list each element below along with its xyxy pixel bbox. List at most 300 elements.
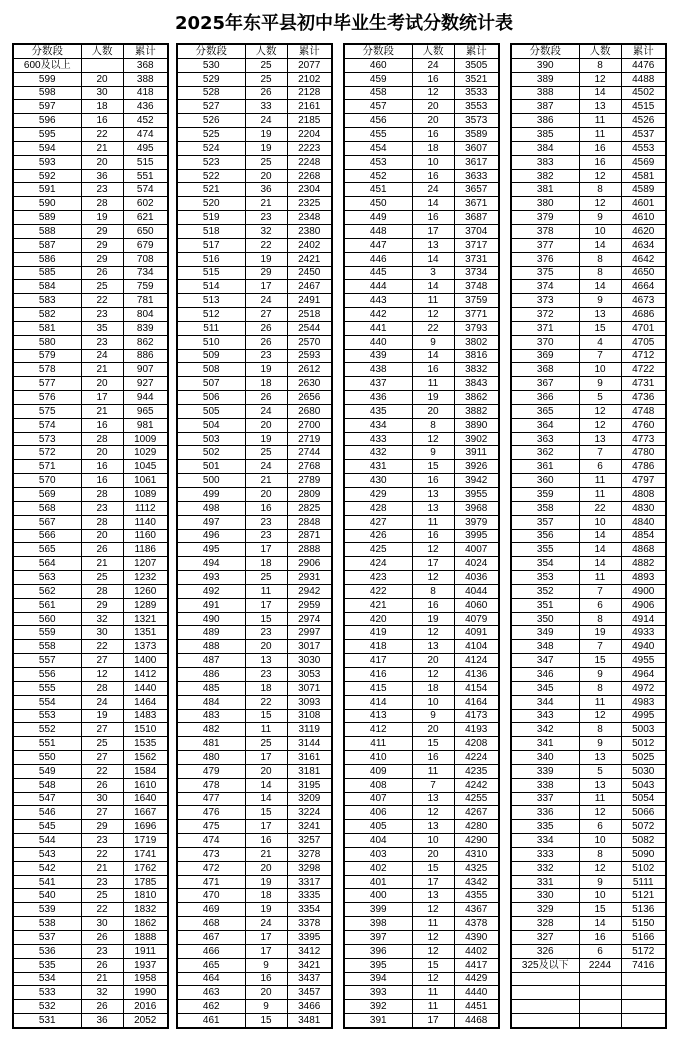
count-cell: 7 — [579, 584, 621, 598]
score-cell: 421 — [344, 598, 412, 612]
cumulative-cell: 5054 — [621, 792, 666, 806]
table-row — [344, 308, 499, 322]
score-cell: 598 — [13, 86, 81, 100]
score-cell: 380 — [511, 197, 579, 211]
score-cell: 399 — [344, 903, 412, 917]
count-cell: 20 — [81, 72, 123, 86]
cumulative-cell: 5136 — [621, 903, 666, 917]
cumulative-cell: 418 — [123, 86, 168, 100]
score-cell: 575 — [13, 404, 81, 418]
table-row — [177, 474, 332, 488]
table-row — [344, 335, 499, 349]
count-cell: 19 — [245, 875, 287, 889]
count-cell: 23 — [245, 667, 287, 681]
score-cell: 411 — [344, 737, 412, 751]
score-cell: 490 — [177, 612, 245, 626]
count-cell: 33 — [245, 100, 287, 114]
cumulative-cell: 1785 — [123, 875, 168, 889]
cumulative-cell: 4830 — [621, 501, 666, 515]
score-cell: 510 — [177, 335, 245, 349]
cumulative-cell: 4488 — [621, 72, 666, 86]
score-cell: 439 — [344, 349, 412, 363]
count-cell: 20 — [81, 446, 123, 460]
count-cell: 17 — [412, 557, 454, 571]
table-row — [511, 889, 666, 903]
score-cell — [511, 972, 579, 986]
score-cell: 363 — [511, 432, 579, 446]
table-row — [177, 418, 332, 432]
table-row — [177, 128, 332, 142]
cumulative-cell: 4007 — [454, 543, 499, 557]
count-cell: 13 — [245, 654, 287, 668]
table-row — [511, 529, 666, 543]
table-row — [13, 584, 168, 598]
table-row — [177, 308, 332, 322]
table-row — [177, 695, 332, 709]
cumulative-cell: 1911 — [123, 944, 168, 958]
table-row — [344, 695, 499, 709]
cumulative-cell: 2656 — [287, 391, 332, 405]
score-cell: 546 — [13, 806, 81, 820]
count-cell: 25 — [245, 446, 287, 460]
count-cell: 20 — [245, 418, 287, 432]
table-row — [511, 128, 666, 142]
count-cell: 14 — [579, 86, 621, 100]
count-cell: 22 — [245, 238, 287, 252]
table-row — [13, 695, 168, 709]
count-cell: 17 — [245, 598, 287, 612]
count-cell: 10 — [579, 363, 621, 377]
table-row — [177, 709, 332, 723]
cumulative-cell: 4036 — [454, 571, 499, 585]
table-row — [344, 944, 499, 958]
cumulative-cell: 1832 — [123, 903, 168, 917]
cumulative-cell: 1535 — [123, 737, 168, 751]
cumulative-cell: 4808 — [621, 488, 666, 502]
header-cumulative: 累计 — [454, 44, 499, 58]
count-cell: 14 — [245, 792, 287, 806]
score-cell: 531 — [13, 1014, 81, 1028]
header-count: 人数 — [412, 44, 454, 58]
table-row — [13, 972, 168, 986]
table-row — [13, 432, 168, 446]
cumulative-cell: 1045 — [123, 460, 168, 474]
table-row — [344, 598, 499, 612]
cumulative-cell: 2959 — [287, 598, 332, 612]
score-cell: 500 — [177, 474, 245, 488]
score-cell: 444 — [344, 280, 412, 294]
score-cell: 401 — [344, 875, 412, 889]
count-cell: 17 — [245, 931, 287, 945]
cumulative-cell: 2185 — [287, 114, 332, 128]
score-cell: 373 — [511, 294, 579, 308]
count-cell: 11 — [579, 792, 621, 806]
cumulative-cell: 5166 — [621, 931, 666, 945]
cumulative-cell: 3902 — [454, 432, 499, 446]
score-cell: 497 — [177, 515, 245, 529]
score-cell: 394 — [344, 972, 412, 986]
count-cell: 26 — [81, 931, 123, 945]
score-cell: 592 — [13, 169, 81, 183]
cumulative-cell: 4173 — [454, 709, 499, 723]
score-cell: 593 — [13, 155, 81, 169]
cumulative-cell: 1562 — [123, 751, 168, 765]
cumulative-cell: 2630 — [287, 377, 332, 391]
cumulative-cell: 2325 — [287, 197, 332, 211]
table-row — [13, 764, 168, 778]
count-cell: 15 — [579, 654, 621, 668]
table-row — [344, 640, 499, 654]
cumulative-cell: 4224 — [454, 751, 499, 765]
table-row — [177, 931, 332, 945]
cumulative-cell: 708 — [123, 252, 168, 266]
cumulative-cell: 4650 — [621, 266, 666, 280]
table-row — [13, 875, 168, 889]
count-cell: 19 — [81, 709, 123, 723]
score-cell: 329 — [511, 903, 579, 917]
count-cell: 23 — [81, 183, 123, 197]
cumulative-cell: 3759 — [454, 294, 499, 308]
cumulative-cell: 4553 — [621, 141, 666, 155]
table-row — [177, 778, 332, 792]
table-row — [177, 141, 332, 155]
score-cell: 393 — [344, 986, 412, 1000]
score-cell: 390 — [511, 58, 579, 72]
cumulative-cell: 4736 — [621, 391, 666, 405]
cumulative-cell: 3731 — [454, 252, 499, 266]
score-cell: 342 — [511, 723, 579, 737]
count-cell: 19 — [412, 391, 454, 405]
score-cell: 386 — [511, 114, 579, 128]
count-cell: 19 — [81, 211, 123, 225]
table-row — [344, 155, 499, 169]
table-row — [511, 418, 666, 432]
cumulative-cell: 2700 — [287, 418, 332, 432]
score-cell: 348 — [511, 640, 579, 654]
score-cell: 561 — [13, 598, 81, 612]
count-cell: 29 — [81, 252, 123, 266]
count-cell: 7 — [412, 778, 454, 792]
score-cell: 599 — [13, 72, 81, 86]
table-row — [511, 197, 666, 211]
cumulative-cell: 1260 — [123, 584, 168, 598]
table-row — [177, 543, 332, 557]
cumulative-cell: 2102 — [287, 72, 332, 86]
table-row — [344, 252, 499, 266]
count-cell: 13 — [579, 308, 621, 322]
table-row — [344, 72, 499, 86]
cumulative-cell: 3030 — [287, 654, 332, 668]
count-cell: 11 — [579, 571, 621, 585]
score-cell: 470 — [177, 889, 245, 903]
table-row — [344, 626, 499, 640]
score-cell: 416 — [344, 667, 412, 681]
table-row — [13, 944, 168, 958]
table-row — [177, 626, 332, 640]
cumulative-cell: 4429 — [454, 972, 499, 986]
cumulative-cell: 4079 — [454, 612, 499, 626]
table-row — [177, 169, 332, 183]
cumulative-cell: 3816 — [454, 349, 499, 363]
score-cell: 534 — [13, 972, 81, 986]
table-row — [177, 529, 332, 543]
score-cell: 404 — [344, 834, 412, 848]
score-cell: 369 — [511, 349, 579, 363]
cumulative-cell: 4378 — [454, 917, 499, 931]
cumulative-cell: 4537 — [621, 128, 666, 142]
count-cell: 15 — [245, 709, 287, 723]
count-cell: 29 — [81, 820, 123, 834]
score-cell: 406 — [344, 806, 412, 820]
table-row — [13, 1000, 168, 1014]
count-cell: 13 — [412, 238, 454, 252]
cumulative-cell: 3119 — [287, 723, 332, 737]
table-row — [344, 501, 499, 515]
score-cell: 548 — [13, 778, 81, 792]
table-row — [177, 252, 332, 266]
score-cell: 572 — [13, 446, 81, 460]
header-cumulative: 累计 — [287, 44, 332, 58]
score-cell: 442 — [344, 308, 412, 322]
score-cell: 333 — [511, 847, 579, 861]
page-title: 2025年东平县初中毕业生考试分数统计表 — [174, 13, 514, 34]
table-row — [177, 889, 332, 903]
table-row — [177, 377, 332, 391]
count-cell: 16 — [412, 529, 454, 543]
score-cell: 419 — [344, 626, 412, 640]
table-row — [13, 737, 168, 751]
cumulative-cell: 1937 — [123, 958, 168, 972]
score-cell: 514 — [177, 280, 245, 294]
table-row — [177, 335, 332, 349]
table-row — [511, 820, 666, 834]
cumulative-cell: 3862 — [454, 391, 499, 405]
count-cell: 30 — [81, 792, 123, 806]
count-cell: 26 — [245, 86, 287, 100]
table-row — [13, 86, 168, 100]
count-cell: 9 — [579, 737, 621, 751]
score-cell: 450 — [344, 197, 412, 211]
cumulative-cell: 4854 — [621, 529, 666, 543]
table-row — [177, 72, 332, 86]
table-row — [177, 571, 332, 585]
cumulative-cell: 4705 — [621, 335, 666, 349]
score-cell: 372 — [511, 308, 579, 322]
count-cell: 11 — [579, 474, 621, 488]
cumulative-cell: 1207 — [123, 557, 168, 571]
count-cell: 28 — [81, 584, 123, 598]
table-row — [177, 501, 332, 515]
cumulative-cell: 804 — [123, 308, 168, 322]
table-row — [511, 792, 666, 806]
count-cell: 30 — [81, 86, 123, 100]
score-cell: 520 — [177, 197, 245, 211]
score-cell — [511, 986, 579, 1000]
table-row — [511, 321, 666, 335]
table-row — [344, 391, 499, 405]
header-score-range: 分数段 — [511, 44, 579, 58]
table-row — [344, 363, 499, 377]
count-cell: 29 — [81, 238, 123, 252]
score-cell: 579 — [13, 349, 81, 363]
table-row — [511, 446, 666, 460]
count-cell — [579, 1000, 621, 1014]
score-cell: 568 — [13, 501, 81, 515]
score-cell: 494 — [177, 557, 245, 571]
count-cell: 18 — [245, 557, 287, 571]
score-cell: 378 — [511, 224, 579, 238]
score-cell: 445 — [344, 266, 412, 280]
count-cell: 13 — [579, 432, 621, 446]
table-row — [511, 266, 666, 280]
table-row — [344, 515, 499, 529]
score-cell: 338 — [511, 778, 579, 792]
score-cell: 503 — [177, 432, 245, 446]
score-cell: 332 — [511, 861, 579, 875]
score-cell: 362 — [511, 446, 579, 460]
table-row — [13, 183, 168, 197]
header-row — [177, 44, 332, 58]
table-row — [177, 183, 332, 197]
count-cell: 24 — [412, 183, 454, 197]
score-cell: 397 — [344, 931, 412, 945]
cumulative-cell: 2825 — [287, 501, 332, 515]
table-row — [344, 820, 499, 834]
count-cell: 18 — [245, 889, 287, 903]
cumulative-cell: 1696 — [123, 820, 168, 834]
table-row — [511, 349, 666, 363]
table-row — [511, 86, 666, 100]
cumulative-cell: 759 — [123, 280, 168, 294]
header-score-range: 分数段 — [177, 44, 245, 58]
header-cumulative: 累计 — [621, 44, 666, 58]
count-cell: 23 — [81, 308, 123, 322]
table-row — [177, 86, 332, 100]
score-cell: 560 — [13, 612, 81, 626]
cumulative-cell: 3657 — [454, 183, 499, 197]
cumulative-cell: 2421 — [287, 252, 332, 266]
cumulative-cell: 3412 — [287, 944, 332, 958]
cumulative-cell: 4581 — [621, 169, 666, 183]
table-row — [13, 141, 168, 155]
score-cell: 426 — [344, 529, 412, 543]
cumulative-cell: 2268 — [287, 169, 332, 183]
cumulative-cell: 1351 — [123, 626, 168, 640]
score-cell: 413 — [344, 709, 412, 723]
count-cell: 6 — [579, 944, 621, 958]
cumulative-cell: 3181 — [287, 764, 332, 778]
score-cell: 366 — [511, 391, 579, 405]
score-cell: 381 — [511, 183, 579, 197]
score-cell: 463 — [177, 986, 245, 1000]
cumulative-cell: 1741 — [123, 847, 168, 861]
score-cell: 336 — [511, 806, 579, 820]
score-cell: 512 — [177, 308, 245, 322]
count-cell: 12 — [412, 972, 454, 986]
count-cell: 6 — [579, 460, 621, 474]
score-cell: 392 — [344, 1000, 412, 1014]
score-cell: 595 — [13, 128, 81, 142]
score-cell: 410 — [344, 751, 412, 765]
count-cell: 21 — [81, 557, 123, 571]
cumulative-cell: 2491 — [287, 294, 332, 308]
count-cell: 12 — [579, 197, 621, 211]
table-row — [344, 875, 499, 889]
count-cell: 8 — [579, 58, 621, 72]
count-cell: 23 — [245, 349, 287, 363]
count-cell: 24 — [245, 917, 287, 931]
count-cell: 24 — [412, 58, 454, 72]
cumulative-cell: 2942 — [287, 584, 332, 598]
score-cell: 543 — [13, 847, 81, 861]
score-cell: 565 — [13, 543, 81, 557]
cumulative-cell: 4868 — [621, 543, 666, 557]
table-row — [13, 986, 168, 1000]
cumulative-cell: 474 — [123, 128, 168, 142]
count-cell: 16 — [81, 418, 123, 432]
score-cell: 526 — [177, 114, 245, 128]
score-cell: 343 — [511, 709, 579, 723]
table-row — [511, 571, 666, 585]
count-cell: 22 — [579, 501, 621, 515]
count-cell: 14 — [579, 529, 621, 543]
cumulative-cell: 5172 — [621, 944, 666, 958]
score-cell: 522 — [177, 169, 245, 183]
table-row — [177, 100, 332, 114]
count-cell: 35 — [81, 321, 123, 335]
table-row — [511, 211, 666, 225]
score-cell: 347 — [511, 654, 579, 668]
count-cell: 21 — [81, 972, 123, 986]
count-cell: 22 — [81, 764, 123, 778]
score-cell: 400 — [344, 889, 412, 903]
count-cell: 9 — [412, 335, 454, 349]
cumulative-cell: 2467 — [287, 280, 332, 294]
count-cell: 19 — [245, 141, 287, 155]
cumulative-cell: 3395 — [287, 931, 332, 945]
score-cell: 385 — [511, 128, 579, 142]
cumulative-cell: 1990 — [123, 986, 168, 1000]
table-row — [177, 1014, 332, 1028]
count-cell: 26 — [245, 321, 287, 335]
cumulative-cell — [621, 1000, 666, 1014]
score-cell: 567 — [13, 515, 81, 529]
count-cell: 9 — [579, 875, 621, 889]
score-cell: 327 — [511, 931, 579, 945]
count-cell: 16 — [81, 460, 123, 474]
count-cell: 19 — [412, 612, 454, 626]
count-cell: 21 — [81, 861, 123, 875]
count-cell: 12 — [579, 861, 621, 875]
count-cell: 11 — [579, 488, 621, 502]
table-row — [344, 488, 499, 502]
count-cell: 25 — [245, 571, 287, 585]
table-row — [13, 543, 168, 557]
table-row — [511, 363, 666, 377]
count-cell: 22 — [81, 847, 123, 861]
score-cell: 507 — [177, 377, 245, 391]
count-cell: 16 — [81, 114, 123, 128]
cumulative-cell: 1160 — [123, 529, 168, 543]
table-row — [511, 280, 666, 294]
table-row — [177, 681, 332, 695]
score-cell: 590 — [13, 197, 81, 211]
count-cell: 16 — [579, 931, 621, 945]
score-cell: 529 — [177, 72, 245, 86]
table-row — [511, 543, 666, 557]
count-cell: 28 — [81, 515, 123, 529]
count-cell: 32 — [81, 986, 123, 1000]
